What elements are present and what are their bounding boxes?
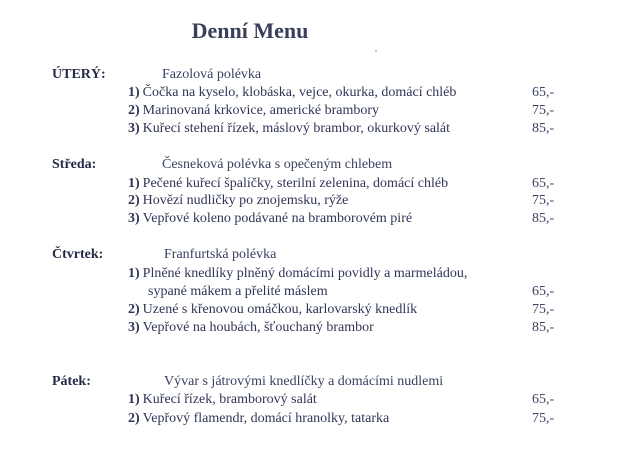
day-name-tuesday: ÚTERÝ: — [52, 67, 106, 82]
price-wednesday-2: 75,- — [532, 193, 555, 208]
menu-item-wednesday-1 — [128, 176, 448, 192]
menu-item-thursday-1-continued: sypané mákem a přelité máslem — [148, 284, 328, 299]
price-wednesday-3: 85,- — [532, 211, 555, 226]
price-tuesday-2: 75,- — [532, 103, 555, 118]
item-text: Pečené kuřecí špalíčky, sterilní zelenina, domácí chléb — [142, 176, 449, 191]
page-title: Denní Menu — [191, 18, 309, 43]
item-number: 2) — [128, 302, 140, 317]
price-friday-2: 75,- — [532, 411, 555, 426]
menu-item-tuesday-1 — [128, 85, 456, 101]
price-tuesday-3: 85,- — [532, 121, 555, 136]
item-text: Hovězí nudličky po znojemsku, rýže — [142, 193, 349, 208]
menu-item-wednesday-2 — [128, 193, 348, 209]
soup-thursday: Franfurtská polévka — [164, 247, 277, 262]
item-number: 3) — [128, 320, 140, 335]
item-text: Plněné knedlíky plněný domácími povidly a marmeládou, — [142, 266, 468, 281]
price-thursday-2: 75,- — [532, 302, 555, 317]
price-thursday-3: 85,- — [532, 320, 555, 335]
item-text: Uzené s křenovou omáčkou, karlovarský knedlík — [142, 302, 418, 317]
item-text: Vepřové koleno podávané na bramborovém piré — [142, 211, 413, 226]
item-number: 3) — [128, 211, 140, 226]
speck — [375, 50, 377, 52]
day-name-wednesday: Středa: — [52, 157, 97, 172]
item-number: 2) — [128, 193, 140, 208]
menu-item-friday-1 — [128, 392, 317, 408]
price-tuesday-1: 65,- — [532, 85, 555, 100]
menu-item-friday-2 — [128, 411, 389, 427]
item-text: Vepřový flamendr, domácí hranolky, tatarka — [142, 411, 390, 426]
item-text: Kuřecí stehení řízek, máslový brambor, okurkový salát — [142, 121, 451, 136]
menu-item-tuesday-2 — [128, 103, 379, 119]
price-thursday-1: 65,- — [532, 284, 555, 299]
item-number: 1) — [128, 85, 140, 100]
item-text: Kuřecí řízek, bramborový salát — [142, 392, 317, 407]
menu-item-wednesday-3 — [128, 211, 412, 227]
item-text: Čočka na kyselo, klobáska, vejce, okurka, domácí chléb — [142, 85, 457, 100]
menu-item-tuesday-3 — [128, 121, 450, 137]
soup-tuesday: Fazolová polévka — [162, 67, 262, 82]
item-text: Marinovaná krkovice, americké brambory — [142, 103, 380, 118]
day-name-thursday: Čtvrtek: — [52, 247, 104, 262]
soup-friday: Vývar s játrovými knedlíčky a domácími nudlemi — [164, 374, 444, 389]
item-number: 2) — [128, 411, 140, 426]
menu-item-thursday-3 — [128, 320, 374, 336]
item-text: Vepřové na houbách, šťouchaný brambor — [142, 320, 374, 335]
item-number: 2) — [128, 103, 140, 118]
soup-wednesday: Česneková polévka s opečeným chlebem — [162, 157, 393, 172]
menu-item-thursday-1 — [128, 266, 467, 282]
item-number: 1) — [128, 392, 140, 407]
menu-item-thursday-2 — [128, 302, 417, 318]
price-friday-1: 65,- — [532, 392, 555, 407]
item-number: 1) — [128, 176, 140, 191]
day-name-friday: Pátek: — [52, 374, 91, 389]
item-number: 1) — [128, 266, 140, 281]
price-wednesday-1: 65,- — [532, 176, 555, 191]
item-number: 3) — [128, 121, 140, 136]
